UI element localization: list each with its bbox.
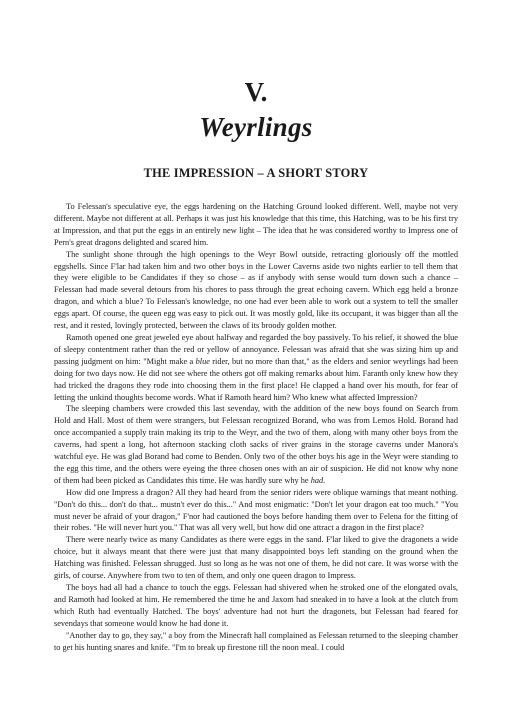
body-paragraph [54,201,458,249]
paragraph-text: "Another day to go, they say," a boy from the Minecraft hall complained as Felessan returned to the sleeping chamber to get his hunting snares and knife. "I'm to break up firestone till the noon meal. I could [54,630,458,652]
paragraph-text: The sunlight shone through the high openings to the Weyr Bowl outside, retracting gloriously off the mottled eggshells. Since F'lar had taken him and two other boys in the Lower Caverns aside two nights earlier to tell them that they were eligible to be Candidates if they so chose – as if anybody with sense would turn down such a chance – Felessan had made several detours from his chores to pass through the great echoing cavern. Which egg held a bronze dragon, and which a blue? To Felessan's knowledge, no one had ever been able to work out a system to tell the smaller eggs apart. Of course, the queen egg was easy to pick out. It was mostly gold, like its occupant, it was bigger than all the rest, and it rested, lovingly protected, between the claws of its broody golden mother. [54,249,458,331]
paragraph-text: . [323,475,326,485]
body-paragraph [54,534,458,582]
body-paragraph [54,582,458,630]
paragraph-text: The boys had all had a chance to touch the eggs. Felessan had shivered when he stroked one of the elongated ovals, and Ramoth had looked at him. He remembered the time he and Jaxom had sneaked in to have a look at the clutch from which Ruth had eventually Hatched. The boys' adventure had not hurt the dragonets, but Felessan had feared for sevendays that someone would know he had done it. [54,583,458,628]
paragraph-text: rider, but no more than that," as the elders and senior weyrlings had been doing for two days now. He did not see where the others got off making remarks about him. Faranth only knew how they had tricked the dragons they rode into choosing them in the first place! He clapped a hand over his mouth, for fear of letting the unkind thoughts become words. What if Ramoth heard him? Who knew what affected Impression? [54,356,458,402]
body-paragraph [54,332,458,403]
paragraph-text: The sleeping chambers were crowded this last sevenday, with the addition of the new boys found on Search from Hold and Hall. Most of them were strangers, but Felessan recognized Borand, who was from Lemos Hold. Borand had once accompanied a supply train making its trip to the Weyr, and the two of them, along with many other boys from the caverns, had spent a long, hot afternoon stacking cloth sacks of river grains in the storage caverns under Manora's watchful eye. He was glad Borand had come to Benden. Only two of the other boys his age in the Weyr were standing to the egg this time, and the others were eyeing the three chosen ones with an air of suspicion. He did not know why none of them had been picked as Candidates this time. He was hardly sure why he [54,404,458,485]
chapter-number: V. [244,77,268,107]
paragraph-text: There were nearly twice as many Candidates as there were eggs in the sand. F'lar liked to give the dragonets a wide choice, but it always meant that there were just that many disappointed boys left standing on the ground when the Hatching was finished. Felessan shrugged. Just so long as he was not one of them, he did not care. It was worse with the girls, of course. Anywhere from two to ten of them, and only one queen dragon to Impress. [54,535,458,581]
chapter-title: Weyrlings [199,112,313,142]
body-paragraph [54,403,458,486]
body-paragraph [54,487,458,535]
italic-text: blue [195,356,210,366]
body-paragraph [54,249,458,332]
section-subtitle: THE IMPRESSION – A SHORT STORY [143,166,369,180]
paragraph-text: How did one Impress a dragon? All they had heard from the senior riders were oblique warnings that meant nothing. "Don't do this... don't do that... mustn't ever do this..." And most enigmatic: "Don't let your dragon eat too much." "You must never be afraid of your dragon," F'nor had cautioned the boys before handing them over to Felena for the fitting of their robes. "He will never hurt you." That was all very well, but how did one attract a dragon in the first place? [54,487,458,533]
paragraph-text: To Felessan's speculative eye, the eggs hardening on the Hatching Ground looked different. Well, maybe not very different. Maybe not different at all. Perhaps it was just his knowledge that this time, this Hatching, was to be his first try at Impression, and that put the eggs in an entirely new light – The idea that he was considered worthy to Impress one of Pern's great dragons delighted and scared him. [54,202,458,247]
body-paragraph [54,630,458,654]
body-text [54,201,458,653]
italic-text: had [310,475,324,485]
paragraph-text: Ramoth opened one great jeweled eye about halfway and regarded the boy passively. To his relief, it showed the blue of sleepy contentment rather than the red or yellow of annoyance. Felessan was afraid that she was sizing him up and passing judgment on him: "Might make a [54,332,458,366]
